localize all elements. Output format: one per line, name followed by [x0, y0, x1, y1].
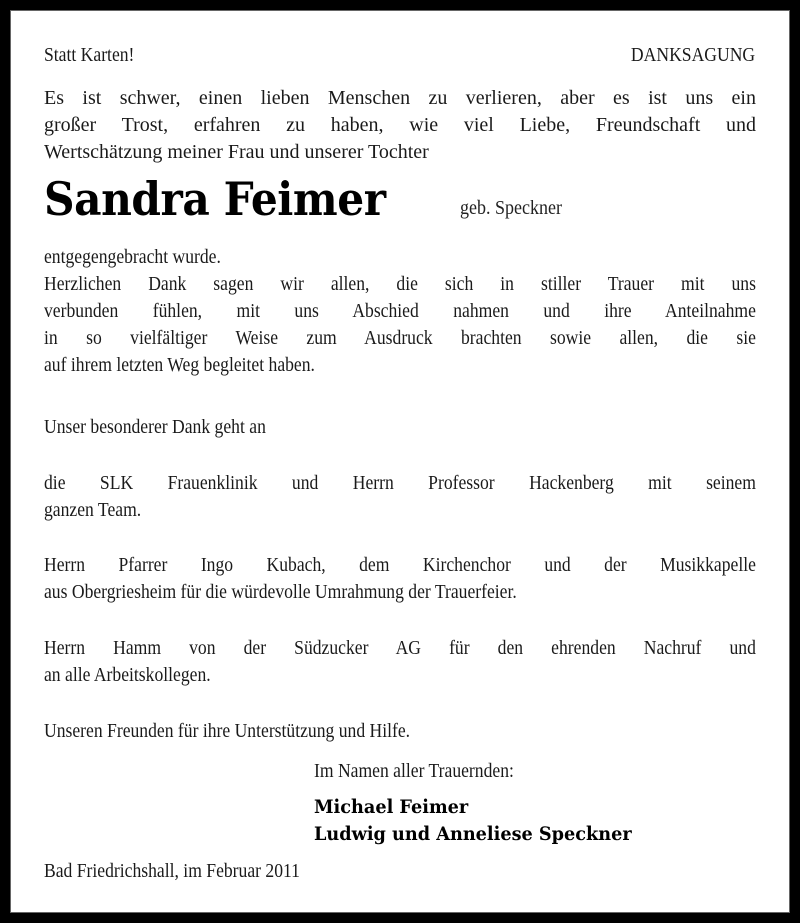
deceased-name: Sandra Feimer [44, 172, 386, 226]
intro-line: Wertschätzung meiner Frau und unserer Tochter [44, 141, 429, 163]
body-paragraph [44, 244, 756, 379]
intro-line: großer Trost, erfahren zu haben, wie viel Liebe, Freundschaft und [44, 114, 756, 136]
thanks-line: aus Obergriesheim für die würdevolle Umrahmung der Trauerfeier. [44, 581, 517, 603]
signature-name: Ludwig und Anneliese Speckner [314, 823, 632, 845]
birth-name: geb. Speckner [460, 197, 562, 219]
header-danksagung: DANKSAGUNG [630, 44, 755, 66]
thanks-item-pastor [44, 552, 756, 606]
body-line: in so vielfältiger Weise zum Ausdruck brachten sowie allen, die sie [44, 327, 756, 349]
signature-intro: Im Namen aller Trauernden: [314, 760, 514, 782]
thanks-item-friends: Unseren Freunden für ihre Unterstützung und Hilfe. [44, 720, 411, 742]
intro-paragraph [44, 85, 756, 166]
intro-line: Es ist schwer, einen lieben Menschen zu verlieren, aber es ist uns ein [44, 87, 756, 109]
special-thanks-intro: Unser besonderer Dank geht an [44, 416, 266, 438]
body-line: entgegengebracht wurde. [44, 246, 221, 268]
body-line: verbunden fühlen, mit uns Abschied nahmen und ihre Anteilnahme [44, 300, 756, 322]
thanks-line: ganzen Team. [44, 499, 142, 521]
thanks-line: Herrn Pfarrer Ingo Kubach, dem Kirchenchor und der Musikkapelle [44, 554, 756, 576]
body-line: Herzlichen Dank sagen wir allen, die sich in stiller Trauer mit uns [44, 273, 756, 295]
signature-name: Michael Feimer [314, 796, 469, 818]
header-statt-karten: Statt Karten! [44, 44, 135, 66]
body-line: auf ihrem letzten Weg begleitet haben. [44, 354, 315, 376]
thanks-line: Herrn Hamm von der Südzucker AG für den ehrenden Nachruf und [44, 637, 756, 659]
thanks-item-employer [44, 635, 756, 689]
thanks-item-clinic [44, 470, 756, 524]
thanks-line: an alle Arbeitskollegen. [44, 664, 211, 686]
place-date: Bad Friedrichshall, im Februar 2011 [44, 860, 300, 882]
thanks-line: die SLK Frauenklinik und Herrn Professor Hackenberg mit seinem [44, 472, 756, 494]
